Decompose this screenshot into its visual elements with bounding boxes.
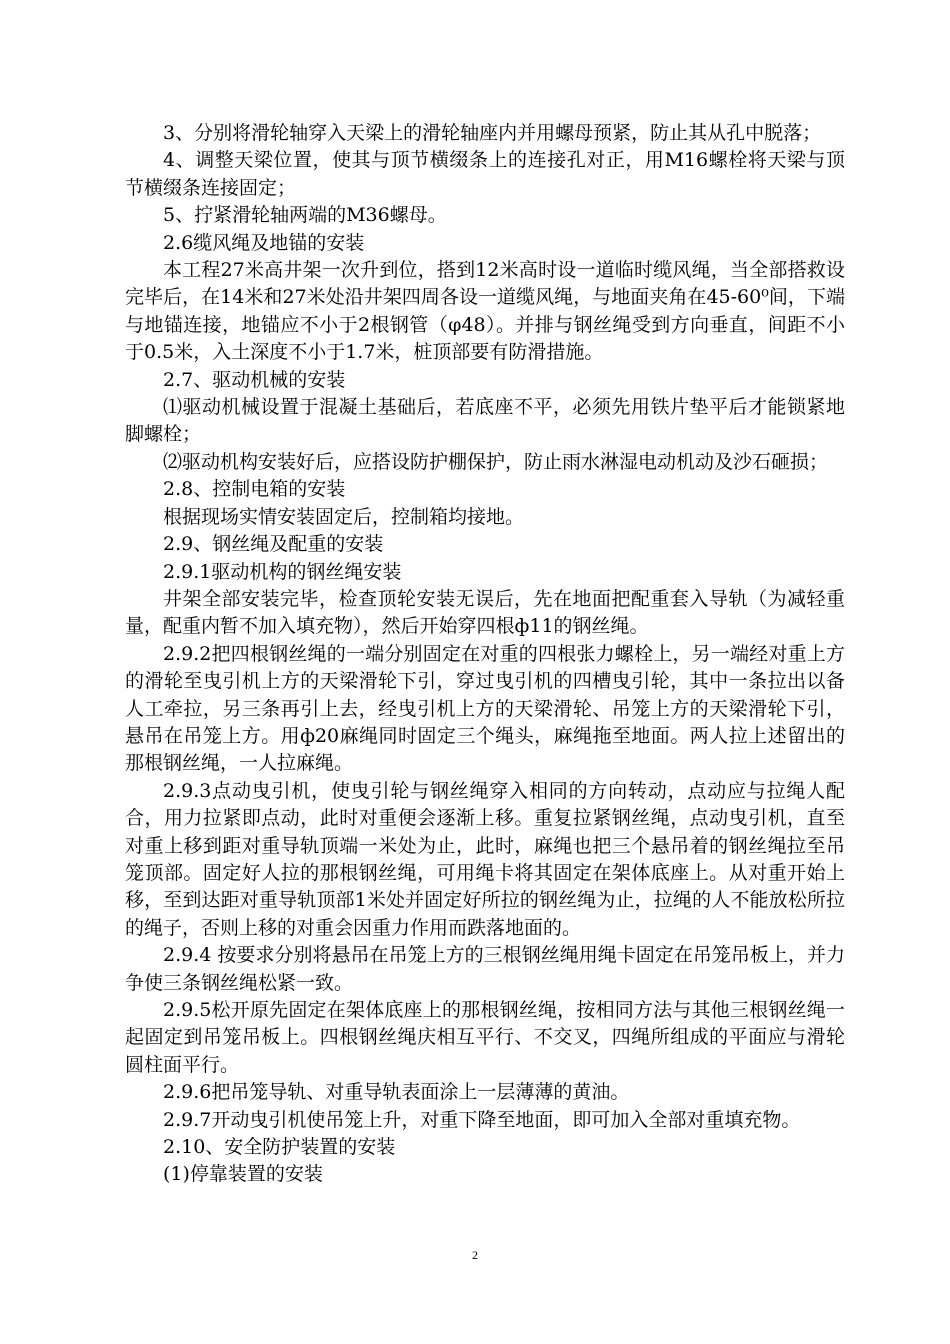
paragraph-stop-device: (1)停靠装置的安装 [163, 1163, 323, 1186]
paragraph-2-9-2: 2.9.2把四根钢丝绳的一端分别固定在对重的四根张力螺栓上，另一端经对重上方的滑轮至曳引机上方的天梁滑轮下引，穿过曳引机的四槽曳引轮，其中一条拉出以备人工牵拉，另三条再引上去，经曳引机上方的天梁滑轮、吊笼上方的天梁滑轮下引，悬吊在吊笼上方。用ф20麻绳同时固定三个绳头，麻绳拖至地面。两人拉上述留出的那根钢丝绳，一人拉麻绳。 [125, 642, 845, 775]
section-heading-2-10: 2.10、安全防护装置的安装 [163, 1136, 396, 1159]
paragraph-guy-ropes: 本工程27米高井架一次升到位，搭到12米高时设一道临时缆风绳，当全部搭救设完毕后，在14米和27米处沿井架四周各设一道缆风绳，与地面夹角在45-60⁰间，下端与地锚连接，地锚应不小于2根钢管（φ48）。并排与钢丝绳受到方向垂直，间距不小于0.5米，入土深度不小于1.7米，桩顶部要有防滑措施。 [125, 259, 845, 364]
paragraph-drive-item-2: ⑵驱动机构安装好后，应搭设防护棚保护，防止雨水淋湿电动机动及沙石砸损； [163, 450, 829, 473]
paragraph-2-9-4: 2.9.4 按要求分别将悬吊在吊笼上方的三根钢丝绳用绳卡固定在吊笼吊板上，并力争使三条钢丝绳松紧一致。 [125, 944, 845, 994]
paragraph-2-9-3: 2.9.3点动曳引机，使曳引轮与钢丝绳穿入相同的方向转动，点动应与拉绳人配合，用力拉紧即点动，此时对重便会逐渐上移。重复拉紧钢丝绳，点动曳引机，直至对重上移到距对重导轨顶端一米处为止，此时，麻绳也把三个悬吊着的钢丝绳拉至吊笼顶部。固定好人拉的那根钢丝绳，可用绳卡将其固定在架体底座上。从对重开始上移，至到达距对重导轨顶部1米处并固定好所拉的钢丝绳为止，拉绳的人不能放松所拉的绳子，否则上移的对重会因重力作用而跌落地面的。 [125, 779, 845, 939]
document-body [125, 120, 845, 1189]
section-heading-2-9: 2.9、钢丝绳及配重的安装 [163, 533, 384, 556]
paragraph-step-5: 5、拧紧滑轮轴两端的M36螺母。 [163, 204, 447, 227]
paragraph-control-box: 根据现场实情安装固定后，控制箱均接地。 [163, 505, 525, 528]
paragraph-rope-install: 井架全部安装完毕，检查顶轮安装无误后，先在地面把配重套入导轨（为减轻重量，配重内暂不加入填充物），然后开始穿四根ф11的钢丝绳。 [125, 587, 845, 638]
section-heading-2-9-1: 2.9.1驱动机构的钢丝绳安装 [163, 560, 402, 583]
paragraph-step-4: 4、调整天梁位置，使其与顶节横缀条上的连接孔对正，用M16螺栓将天梁与顶节横缀条连接固定； [125, 149, 845, 199]
paragraph-2-9-6: 2.9.6把吊笼导轨、对重导轨表面涂上一层薄薄的黄油。 [163, 1081, 630, 1104]
paragraph-drive-item-1: ⑴驱动机械设置于混凝土基础后，若底座不平，必须先用铁片垫平后才能锁紧地脚螺栓； [125, 396, 845, 446]
section-heading-2-7: 2.7、驱动机械的安装 [163, 368, 346, 391]
paragraph-step-3: 3、分别将滑轮轴穿入天梁上的滑轮轴座内并用螺母预紧，防止其从孔中脱落； [163, 122, 822, 144]
paragraph-2-9-5: 2.9.5松开原先固定在架体底座上的那根钢丝绳，按相同方法与其他三根钢丝绳一起固定到吊笼吊板上。四根钢丝绳庆相互平行、不交叉，四绳所组成的平面应与滑轮圆柱面平行。 [125, 999, 845, 1076]
page-number: 2 [472, 1248, 478, 1262]
section-heading-2-8: 2.8、控制电箱的安装 [163, 478, 346, 501]
paragraph-2-9-7: 2.9.7开动曳引机使吊笼上升，对重下降至地面，即可加入全部对重填充物。 [163, 1108, 801, 1131]
section-heading-2-6: 2.6缆风绳及地锚的安装 [163, 231, 365, 254]
